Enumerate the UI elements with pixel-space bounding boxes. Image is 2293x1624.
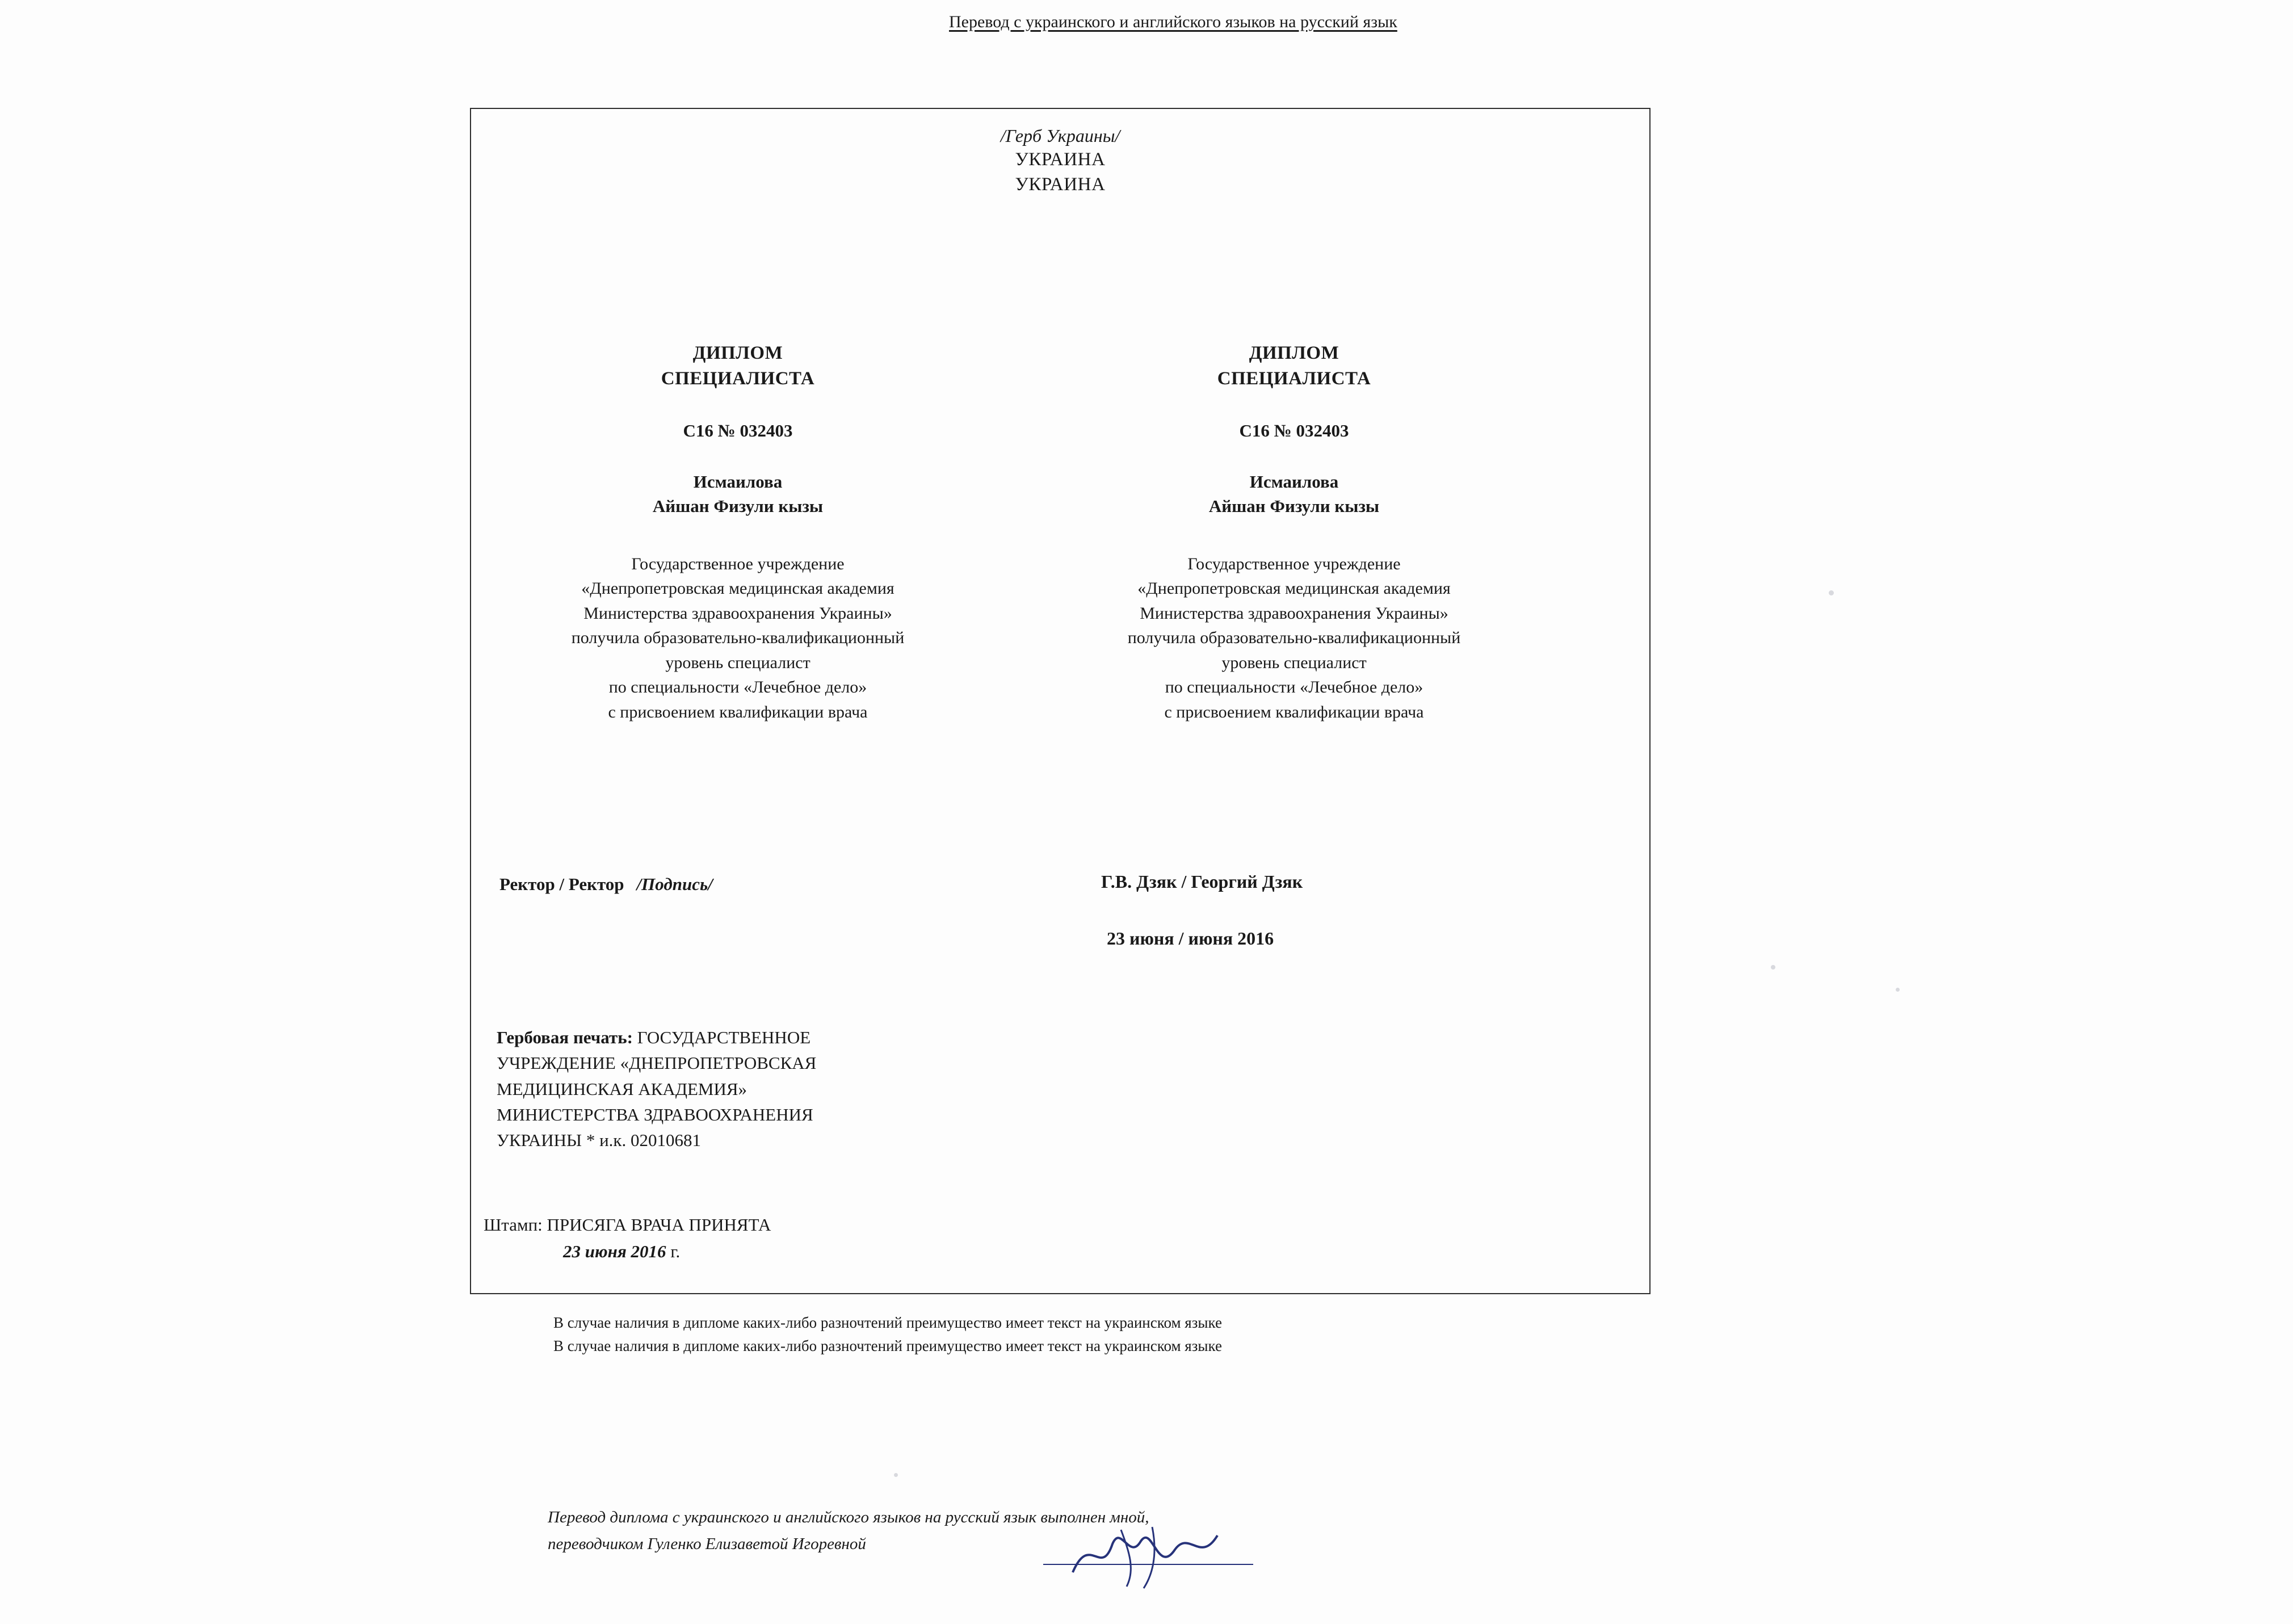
- diploma-holder-name-left: [488, 469, 988, 519]
- diploma-title-line-1: ДИПЛОМ: [1249, 343, 1339, 363]
- diploma-number-left: С16 № 032403: [683, 421, 793, 441]
- seal-line-3: МЕДИЦИНСКАЯ АКАДЕМИЯ»: [497, 1079, 747, 1099]
- body-line-5: уровень специалист: [1221, 653, 1367, 672]
- holder-given-name: Айшан Физули кызы: [1208, 496, 1380, 517]
- body-line-7: с присвоением квалификации врача: [608, 702, 868, 721]
- stamp-label: Штамп:: [484, 1215, 543, 1235]
- scan-speck: [1896, 988, 1900, 992]
- stamp-date: 23 июня 2016: [563, 1241, 666, 1261]
- translator-line-1: Перевод диплома с украинского и английского языков на русский язык выполнен мной,: [548, 1508, 1149, 1526]
- stamp-block: [484, 1212, 1165, 1265]
- body-line-3: Министерства здравоохранения Украины»: [1140, 603, 1448, 623]
- discrepancy-note-line-2: В случае наличия в дипломе каких-либо разночтений преимущество имеет текст на украинском языке: [553, 1337, 1222, 1355]
- holder-surname: Исмаилова: [693, 472, 783, 492]
- diploma-title-line-2: СПЕЦИАЛИСТА: [661, 368, 815, 389]
- body-line-2: «Днепропетровская медицинская академия: [581, 579, 894, 598]
- holder-surname: Исмаилова: [1249, 472, 1339, 492]
- diploma-body-left: [488, 552, 988, 725]
- rector-signature-mark: /Подпись/: [636, 874, 713, 894]
- diploma-title-right: [1044, 341, 1544, 391]
- emblem-block: [470, 124, 1651, 197]
- translation-header-note: Перевод с украинского и английского языков на русский язык: [949, 12, 1397, 31]
- body-line-1: Государственное учреждение: [1187, 554, 1401, 573]
- emblem-label: /Герб Украины/: [1000, 125, 1120, 146]
- body-line-4: получила образовательно-квалификационный: [1127, 628, 1461, 648]
- body-line-3: Министерства здравоохранения Украины»: [583, 603, 892, 623]
- stamp-date-line: [563, 1239, 1165, 1265]
- country-line-english: УКРАИНА: [1015, 174, 1106, 195]
- diploma-column-left: [488, 341, 988, 724]
- body-line-7: с присвоением квалификации врача: [1164, 702, 1424, 721]
- translator-statement: [548, 1504, 1683, 1558]
- body-line-4: получила образовательно-квалификационный: [571, 628, 905, 648]
- country-line-ukrainian: УКРАИНА: [1015, 149, 1106, 170]
- translator-line-2: переводчиком Гуленко Елизаветой Игоревной: [548, 1534, 866, 1553]
- rector-label: Ректор / Ректор: [499, 874, 624, 894]
- seal-label: Гербовая печать:: [497, 1027, 633, 1047]
- scan-speck: [1771, 965, 1775, 970]
- body-line-6: по специальности «Лечебное дело»: [1165, 678, 1423, 697]
- rector-label-line: [499, 874, 713, 895]
- body-line-2: «Днепропетровская медицинская академия: [1137, 579, 1451, 598]
- translator-signature-rule: [1043, 1564, 1253, 1565]
- diploma-number-right: С16 № 032403: [1239, 421, 1349, 441]
- seal-line-1: ГОСУДАРСТВЕННОЕ: [637, 1027, 811, 1047]
- seal-line-4: МИНИСТЕРСТВА ЗДРАВООХРАНЕНИЯ: [497, 1104, 813, 1124]
- diploma-column-right: [1044, 341, 1544, 724]
- discrepancy-notes: [553, 1311, 1689, 1358]
- scan-speck: [894, 1473, 898, 1477]
- body-line-5: уровень специалист: [665, 653, 810, 672]
- diploma-body-right: [1044, 552, 1544, 725]
- discrepancy-note-line-1: В случае наличия в дипломе каких-либо разночтений преимущество имеет текст на украинском языке: [553, 1314, 1222, 1331]
- diploma-title-left: [488, 341, 988, 391]
- stamp-date-suffix: г.: [670, 1241, 681, 1261]
- diploma-title-line-2: СПЕЦИАЛИСТА: [1217, 368, 1371, 389]
- body-line-1: Государственное учреждение: [631, 554, 845, 573]
- stamp-text: ПРИСЯГА ВРАЧА ПРИНЯТА: [547, 1215, 771, 1235]
- diploma-holder-name-right: [1044, 469, 1544, 519]
- body-line-6: по специальности «Лечебное дело»: [608, 678, 867, 697]
- scan-speck: [1829, 590, 1834, 595]
- seal-line-2: УЧРЕЖДЕНИЕ «ДНЕПРОПЕТРОВСКАЯ: [497, 1053, 817, 1073]
- holder-given-name: Айшан Физули кызы: [652, 496, 824, 517]
- diploma-title-line-1: ДИПЛОМ: [692, 343, 783, 363]
- seal-line-5: УКРАИНЫ * и.к. 02010681: [497, 1130, 701, 1150]
- rector-name: Г.В. Дзяк / Георгий Дзяк: [1101, 871, 1303, 892]
- diploma-issue-date: 23 июня / июня 2016: [1107, 928, 1274, 949]
- seal-block: [497, 1025, 1121, 1153]
